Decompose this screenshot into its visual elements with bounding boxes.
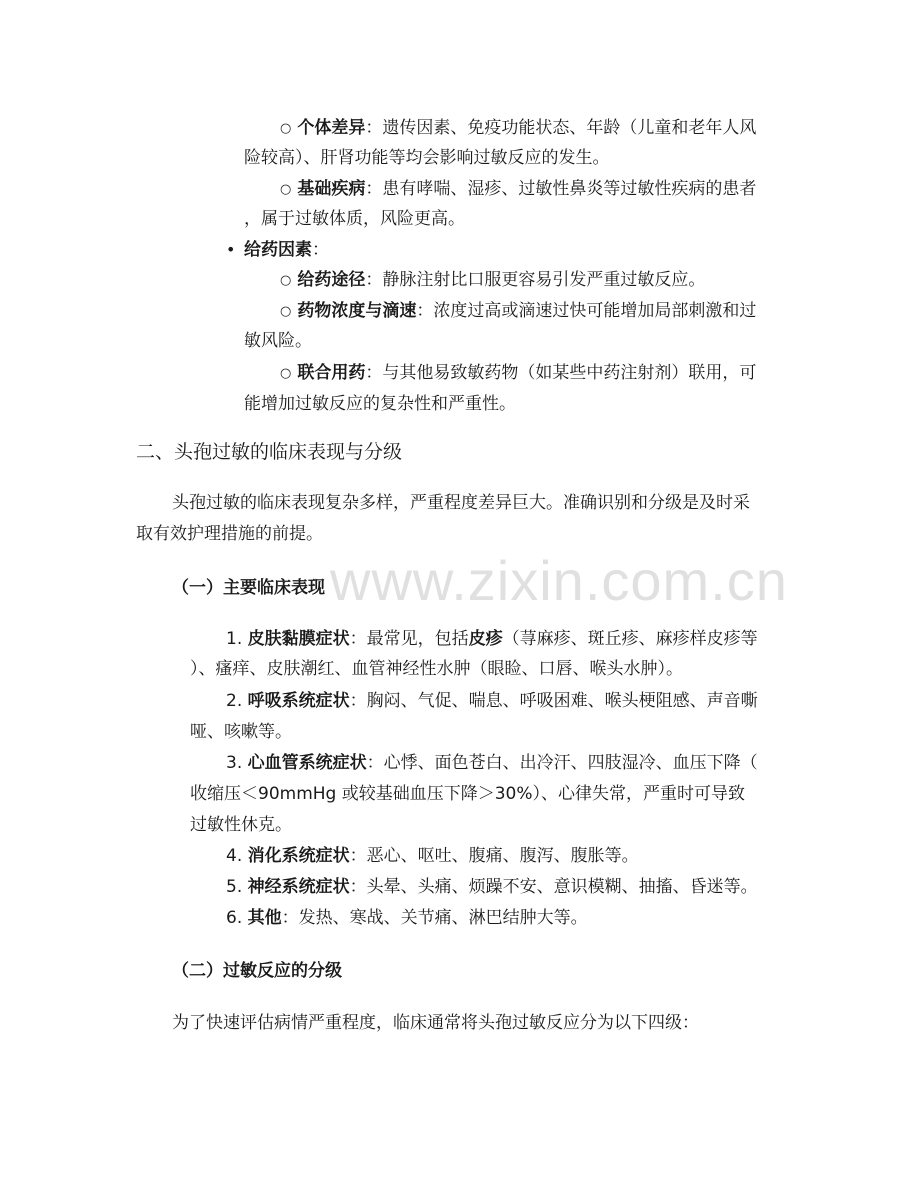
subitem-concentration-cont: 敏风险。	[244, 331, 312, 351]
item-text: ：最常见，包括	[349, 629, 469, 649]
item-label: 神经系统症状	[247, 877, 350, 897]
item-number: 3.	[226, 753, 243, 773]
label-individual: 个体差异	[297, 118, 366, 138]
subitem-individual	[280, 116, 756, 141]
list-item-3-cont2: 过敏性休克。	[190, 815, 292, 835]
subitem-combination	[280, 361, 756, 386]
label-drug-factors: 给药因素	[244, 240, 312, 260]
item-number: 2.	[226, 691, 243, 711]
subitem-combination-cont: 能增加过敏反应的复杂性和严重性。	[244, 394, 516, 414]
subsection-heading-1: （一）主要临床表现	[172, 578, 325, 598]
item-drug-factors	[244, 238, 329, 262]
list-item-2	[226, 689, 758, 713]
list-item-5	[226, 875, 758, 899]
item-text: ：发热、寒战、关节痛、淋巴结肿大等。	[281, 908, 588, 928]
list-item-3	[226, 751, 758, 775]
text-concentration-a: ：浓度过高或滴速过快可能增加局部刺激和过	[416, 301, 757, 321]
circle-bullet: ○	[280, 304, 292, 319]
list-item-1-cont: ）、瘙痒、皮肤潮红、血管神经性水肿（眼睑、口唇、喉头水肿）。	[190, 659, 683, 679]
list-item-2-cont: 哑、咳嗽等。	[190, 722, 292, 742]
subitem-individual-cont: 险较高）、肝肾功能等均会影响过敏反应的发生。	[244, 148, 610, 168]
item-number: 4.	[226, 846, 243, 866]
label-combination: 联合用药	[297, 363, 366, 383]
grading-intro: 为了快速评估病情严重程度，临床通常将头孢过敏反应分为以下四级：	[172, 1013, 699, 1033]
circle-bullet: ○	[280, 366, 292, 381]
item-label: 呼吸系统症状	[247, 691, 350, 711]
text-route-a: ：静脉注射比口服更容易引发严重过敏反应。	[365, 270, 706, 290]
list-item-1	[226, 627, 758, 651]
item-number: 1.	[226, 629, 243, 649]
item-text: ：恶心、呕吐、腹痛、腹泻、腹胀等。	[349, 846, 639, 866]
item-text-rash: （荨麻疹、斑丘疹、麻疹样皮疹等	[502, 629, 758, 649]
label-route: 给药途径	[297, 270, 366, 290]
circle-bullet: ○	[280, 121, 292, 136]
list-item-3-cont: 收缩压＜90mmHg 或较基础血压下降＞30%）、心律失常，严重时可导致	[190, 784, 746, 804]
item-label: 其他	[247, 908, 282, 928]
subitem-disease-cont: ，属于过敏体质，风险更高。	[244, 209, 465, 229]
label-suffix: ：	[312, 240, 329, 260]
item-label-rash: 皮疹	[468, 629, 503, 649]
section-heading: 二、头孢过敏的临床表现与分级	[136, 441, 403, 463]
subitem-concentration	[280, 299, 756, 324]
item-text: ：心悸、面色苍白、出冷汗、四肢湿冷、血压下降（	[366, 753, 758, 773]
subitem-disease	[280, 177, 756, 202]
label-concentration: 药物浓度与滴速	[297, 301, 417, 321]
item-text: ：头晕、头痛、烦躁不安、意识模糊、抽搐、昏迷等。	[349, 877, 758, 897]
subitem-route	[280, 268, 705, 293]
text-disease-a: ：患有哮喘、湿疹、过敏性鼻炎等过敏性疾病的患者	[365, 179, 757, 199]
item-label: 消化系统症状	[247, 846, 350, 866]
list-item-6	[226, 906, 588, 930]
circle-bullet: ○	[280, 273, 292, 288]
list-item-4	[226, 844, 639, 868]
intro-paragraph: 头孢过敏的临床表现复杂多样，严重程度差异巨大。准确识别和分级是及时采	[172, 493, 750, 513]
dot-bullet: •	[226, 240, 236, 259]
intro-paragraph-cont: 取有效护理措施的前提。	[136, 524, 323, 544]
item-text: ：胸闷、气促、喘息、呼吸困难、喉头梗阻感、声音嘶	[349, 691, 758, 711]
subsection-heading-2: （二）过敏反应的分级	[172, 961, 342, 981]
item-label: 心血管系统症状	[247, 753, 367, 773]
item-number: 6.	[226, 908, 243, 928]
text-combination-a: ：与其他易致敏药物（如某些中药注射剂）联用，可	[365, 363, 757, 383]
circle-bullet: ○	[280, 182, 292, 197]
watermark: www.zixin.com.cn	[330, 549, 788, 612]
item-number: 5.	[226, 877, 243, 897]
text-individual-a: ：遗传因素、免疫功能状态、年龄（儿童和老年人风	[365, 118, 757, 138]
item-label: 皮肤黏膜症状	[247, 629, 350, 649]
label-disease: 基础疾病	[297, 179, 366, 199]
